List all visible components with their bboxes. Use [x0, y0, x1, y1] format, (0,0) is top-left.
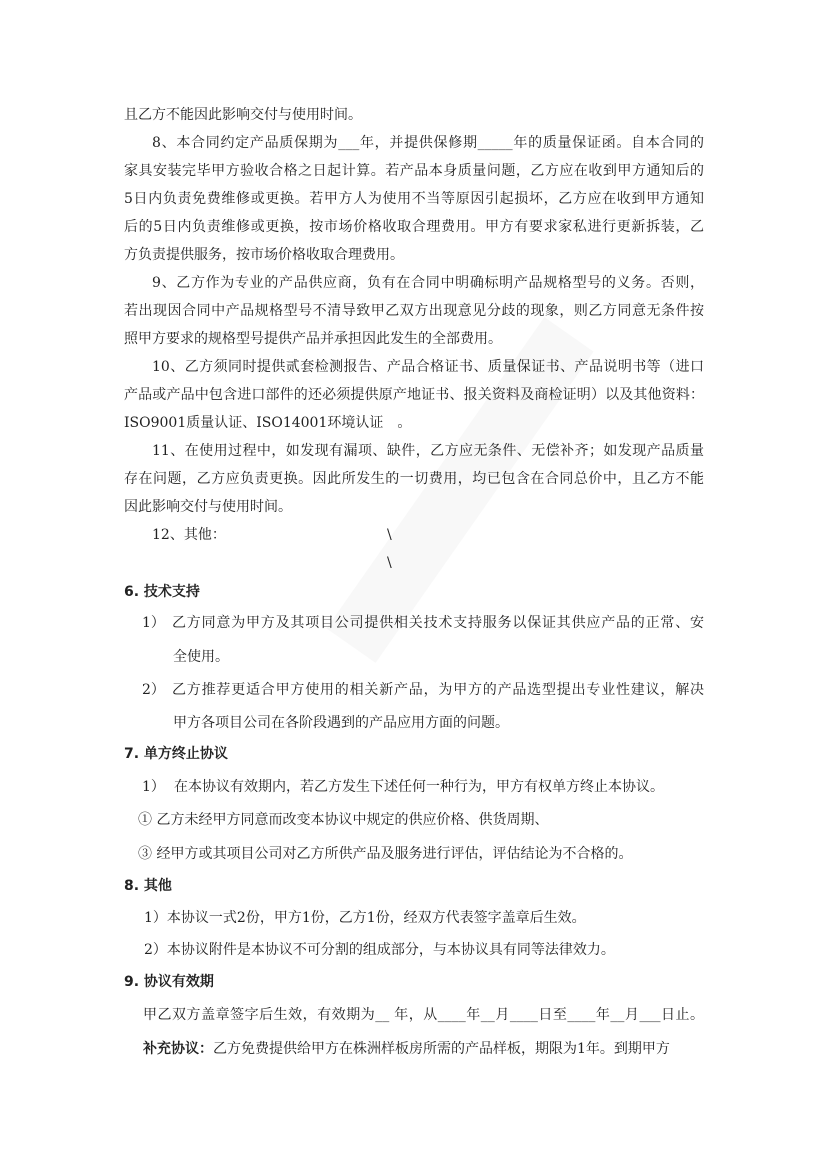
list-item: 乙方同意为甲方及其项目公司提供相关技术支持服务以保证其供应产品的正常、安 [172, 615, 704, 631]
list-item: 2）本协议附件是本协议不可分割的组成部分，与本协议具有同等法律效力。 [144, 942, 615, 958]
list-item-cont: 甲方各项目公司在各阶段遇到的产品应用方面的问题。 [173, 715, 509, 731]
section-8-title: 8. 其他 [124, 878, 172, 894]
placeholder-mark: \ [387, 555, 392, 571]
paragraph-line: 且乙方不能因此影响交付与使用时间。 [124, 107, 362, 123]
section-9-title: 9. 协议有效期 [124, 974, 214, 990]
clause-9: 9、乙方作为专业的产品供应商，负有在合同中明确标明产品规格型号的义务。否则， [152, 275, 704, 291]
validity-text: 甲乙双方盖章签字后生效，有效期为__ 年，从____年__月____日至____年__月___日止。 [143, 1007, 704, 1023]
placeholder-mark: \ [387, 527, 392, 543]
condition-1: ① 乙方未经甲方同意而改变本协议中规定的供应价格、供货周期、 [138, 812, 549, 828]
list-item: 在本协议有效期内，若乙方发生下述任何一种行为，甲方有权单方终止本协议。 [174, 779, 664, 795]
paragraph-line: 产品或产品中包含进口部件的还必须提供原产地证书、报关资料及商检证明）以及其他资料： [124, 387, 704, 403]
paragraph-line: ISO9001质量认证、ISO14001环境认证 。 [124, 415, 412, 431]
clause-8: 8、本合同约定产品质保期为___年，并提供保修期_____年的质量保证函。自本合同的 [152, 135, 704, 151]
list-item: 1）本协议一式2份，甲方1份，乙方1份，经双方代表签字盖章后生效。 [144, 910, 586, 926]
list-number: 1） [142, 615, 165, 631]
paragraph-line: 若出现因合同中产品规格型号不清导致甲乙双方出现意见分歧的现象，则乙方同意无条件按 [124, 303, 704, 319]
paragraph-line: 方负责提供服务，按市场价格收取合理费用。 [124, 247, 404, 263]
supplementary-text: 乙方免费提供给甲方在株洲样板房所需的产品样板，期限为1年。到期甲方 [213, 1041, 670, 1057]
list-item: 乙方推荐更适合甲方使用的相关新产品，为甲方的产品选型提出专业性建议，解决 [172, 682, 704, 698]
clause-10: 10、乙方须同时提供贰套检测报告、产品合格证书、质量保证书、产品说明书等（进口 [152, 359, 704, 375]
paragraph-line: 存在问题，乙方应负责更换。因此所发生的一切费用，均已包含在合同总价中，且乙方不能 [124, 471, 704, 487]
section-6-title: 6. 技术支持 [124, 584, 200, 600]
paragraph-line: 照甲方要求的规格型号提供产品并承担因此发生的全部费用。 [124, 331, 502, 347]
supplementary-agreement [143, 1040, 704, 1058]
list-number: 2） [142, 682, 165, 698]
paragraph-line: 5日内负责免费维修或更换。若甲方人为使用不当等原因引起损坏，乙方应在收到甲方通知 [124, 191, 704, 207]
condition-3: ③ 经甲方或其项目公司对乙方所供产品及服务进行评估，评估结论为不合格的。 [138, 846, 633, 862]
paragraph-line: 后的5日内负责维修或更换，按市场价格收取合理费用。甲方有要求家私进行更新拆装，乙 [124, 219, 704, 235]
clause-11: 11、在使用过程中，如发现有漏项、缺件，乙方应无条件、无偿补齐；如发现产品质量 [152, 443, 704, 459]
list-number: 1） [142, 779, 165, 795]
paragraph-line: 家具安装完毕甲方验收合格之日起计算。若产品本身质量问题，乙方应在收到甲方通知后的 [124, 163, 704, 179]
clause-12: 12、其他： [152, 527, 226, 543]
section-7-title: 7. 单方终止协议 [124, 746, 228, 762]
list-item-cont: 全使用。 [173, 649, 229, 665]
paragraph-line: 因此影响交付与使用时间。 [124, 499, 292, 515]
supplementary-label: 补充协议： [143, 1041, 213, 1057]
